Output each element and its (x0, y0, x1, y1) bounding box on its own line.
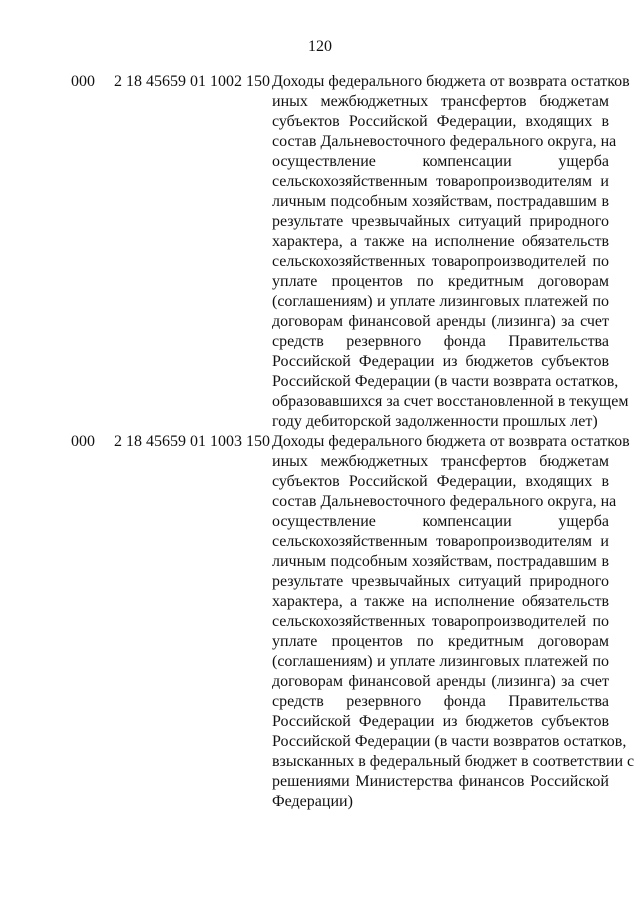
description-line: году дебиторской задолженности прошлых лет) (272, 413, 598, 430)
description-line: состав Дальневосточного федерального округа, на (272, 493, 617, 510)
description-line: Доходы федерального бюджета от возврата остатков (272, 73, 630, 90)
entry-description (272, 72, 630, 432)
description-line: Российской Федерации из бюджетов субъектов (272, 353, 609, 370)
description-line: иных межбюджетных трансфертов бюджетам (272, 93, 609, 110)
description-line: уплате процентов по кредитным договорам (272, 273, 609, 290)
page-number: 120 (308, 38, 332, 55)
description-line: Российской Федерации из бюджетов субъектов (272, 713, 609, 730)
description-line: (соглашениям) и уплате лизинговых платежей по (272, 293, 609, 310)
description-line: личным подсобным хозяйствам, пострадавшим в (272, 193, 609, 210)
admin-code: 000 (71, 433, 95, 450)
description-line: сельскохозяйственным товаропроизводителям и (272, 173, 609, 190)
description-line: осуществление компенсации ущерба (272, 153, 609, 170)
description-line: состав Дальневосточного федерального округа, на (272, 133, 617, 150)
description-line: (соглашениям) и уплате лизинговых платежей по (272, 653, 609, 670)
description-line: средств резервного фонда Правительства (272, 693, 609, 710)
description-line: уплате процентов по кредитным договорам (272, 633, 609, 650)
description-line: субъектов Российской Федерации, входящих в (272, 473, 609, 490)
description-line: решениями Министерства финансов Российской (272, 773, 609, 790)
admin-code: 000 (71, 73, 95, 90)
description-line: характера, а также на исполнение обязательств (272, 233, 609, 250)
entry-description (272, 432, 635, 812)
description-line: результате чрезвычайных ситуаций природного (272, 573, 609, 590)
budget-classification-code: 2 18 45659 01 1002 150 (114, 73, 270, 90)
description-line: Российской Федерации (в части возврата остатков, (272, 373, 619, 390)
description-line: договорам финансовой аренды (лизинга) за счет (272, 313, 609, 330)
description-line: сельскохозяйственных товаропроизводителей по (272, 253, 609, 270)
description-line: сельскохозяйственным товаропроизводителям и (272, 533, 609, 550)
description-line: результате чрезвычайных ситуаций природного (272, 213, 609, 230)
budget-classification-code: 2 18 45659 01 1003 150 (114, 433, 270, 450)
description-line: образовавшихся за счет восстановленной в текущем (272, 393, 629, 410)
description-line: Российской Федерации (в части возвратов остатков, (272, 733, 627, 750)
description-line: сельскохозяйственных товаропроизводителей по (272, 613, 609, 630)
description-line: субъектов Российской Федерации, входящих в (272, 113, 609, 130)
description-line: средств резервного фонда Правительства (272, 333, 609, 350)
description-line: личным подсобным хозяйствам, пострадавшим в (272, 553, 609, 570)
description-line: осуществление компенсации ущерба (272, 513, 609, 530)
description-line: Доходы федерального бюджета от возврата остатков (272, 433, 630, 450)
description-line: договорам финансовой аренды (лизинга) за счет (272, 673, 609, 690)
description-line: взысканных в федеральный бюджет в соответствии с (272, 753, 635, 770)
description-line: Федерации) (272, 793, 353, 810)
description-line: иных межбюджетных трансфертов бюджетам (272, 453, 609, 470)
description-line: характера, а также на исполнение обязательств (272, 593, 609, 610)
